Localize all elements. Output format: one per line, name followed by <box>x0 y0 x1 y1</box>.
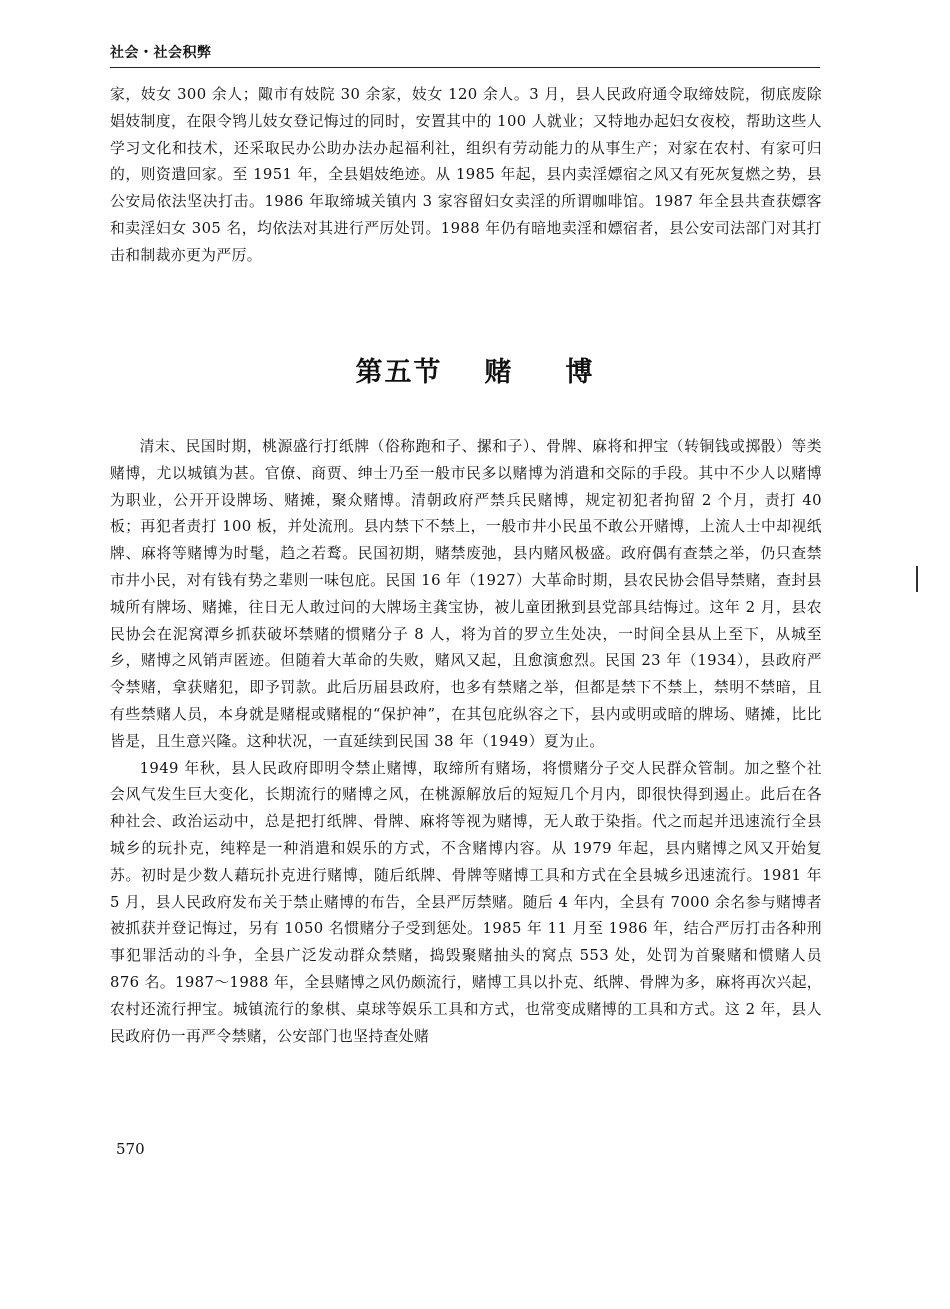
page-header <box>110 40 820 70</box>
paragraph-modern: 1949 年秋，县人民政府即明令禁止赌博，取缔所有赌场，将惯赌分子交人民群众管制。加之整个社会风气发生巨大变化，长期流行的赌博之风，在桃源解放后的短短几个月内，即很快得到遏止。此后在各种社会、政治运动中，总是把打纸牌、骨牌、麻将等视为赌博，无人敢于染指。代之而起并迅速流行全县城乡的玩扑克，纯粹是一种消遣和娱乐的方式，不含赌博内容。从 1979 年起，县内赌博之风又开始复苏。初时是少数人藉玩扑克进行赌博，随后纸牌、骨牌等赌博工具和方式在全县城乡迅速流行。1981 年 5 月，县人民政府发布关于禁止赌博的布告，全县严厉禁赌。随后 4 年内，全县有 7000 余名参与赌博者被抓获并登记悔过，另有 1050 名惯赌分子受到惩处。1985 年 11 月至 1986 年，结合严厉打击各种刑事犯罪活动的斗争，全县广泛发动群众禁赌，捣毁聚赌抽头的窝点 553 处，处罚为首聚赌和惯赌人员 876 名。1987～1988 年，全县赌博之风仍颇流行，赌博工具以扑克、纸牌、骨牌为多，麻将再次兴起，农村还流行押宝。城镇流行的象棋、桌球等娱乐工具和方式，也常变成赌博的工具和方式。这 2 年，县人民政府仍一再严令禁赌，公安部门也坚持查处赌 <box>110 759 822 1045</box>
header-rule <box>110 67 820 68</box>
section-heading <box>0 350 950 389</box>
paragraph-history: 清末、民国时期，桃源盛行打纸牌（俗称跑和子、摞和子）、骨牌、麻将和押宝（转铜钱或掷骰）等类赌博，尤以城镇为甚。官僚、商贾、绅士乃至一般市民多以赌博为消遣和交际的手段。其中不少人以赌博为职业，公开开设牌场、赌摊，聚众赌博。清朝政府严禁兵民赌博，规定初犯者拘留 2 个月，责打 40 板；再犯者责打 100 板，并处流刑。县内禁下不禁上，一般市井小民虽不敢公开赌博，上流人士中却视纸牌、麻将等赌博为时髦，趋之若鹜。民国初期，赌禁废弛，县内赌风极盛。政府偶有查禁之举，仍只查禁市井小民，对有钱有势之辈则一味包庇。民国 16 年（1927）大革命时期，县农民协会倡导禁赌，查封县城所有牌场、赌摊，往日无人敢过问的大牌场主龚宝协，被儿童团揪到县党部具结悔过。这年 2 月，县农民协会在泥窝潭乡抓获破坏禁赌的惯赌分子 8 人，将为首的罗立生处决，一时间全县从上至下，从城至乡，赌博之风销声匿迹。但随着大革命的失败，赌风又起，且愈演愈烈。民国 23 年（1934），县政府严令禁赌，拿获赌犯，即予罚款。此后历届县政府，也多有禁赌之举，但都是禁下不禁上，禁明不禁暗，且有些禁赌人员，本身就是赌棍或赌棍的“保护神”，在其包庇纵容之下，县内或明或暗的牌场、赌摊，比比皆是，且生意兴隆。这种状况，一直延续到民国 38 年（1949）夏为止。 <box>110 438 822 750</box>
section-body <box>110 434 822 1050</box>
section-title-char-1: 赌 <box>484 357 514 388</box>
section-number: 第五节 <box>355 357 443 388</box>
continued-text-block <box>110 82 822 270</box>
continued-paragraph: 家，妓女 300 余人；陬市有妓院 30 余家，妓女 120 余人。3 月，县人民政府通令取缔妓院，彻底废除娼妓制度，在限令鸨儿妓女登记悔过的同时，安置其中的 100 人就业；又特地办起妇女夜校，帮助这些人学习文化和技术，还采取民办公助办法办起福利社，组织有劳动能力的从事生产；对家在农村、有家可归的，则资遣回家。至 1951 年，全县娼妓绝迹。从 1985 年起，县内卖淫嫖宿之风又有死灰复燃之势，县公安局依法坚决打击。1986 年取缔城关镇内 3 家容留妇女卖淫的所谓咖啡馆。1987 年全县共查获嫖客和卖淫妇女 305 名，均依法对其进行严厉处罚。1988 年仍有暗地卖淫和嫖宿者，县公安司法部门对其打击和制裁亦更为严厉。 <box>110 86 822 264</box>
page-number: 570 <box>116 1140 145 1158</box>
running-header: 社会・社会积弊 <box>110 45 212 61</box>
margin-mark <box>916 566 918 592</box>
section-title-char-2: 博 <box>565 357 595 388</box>
